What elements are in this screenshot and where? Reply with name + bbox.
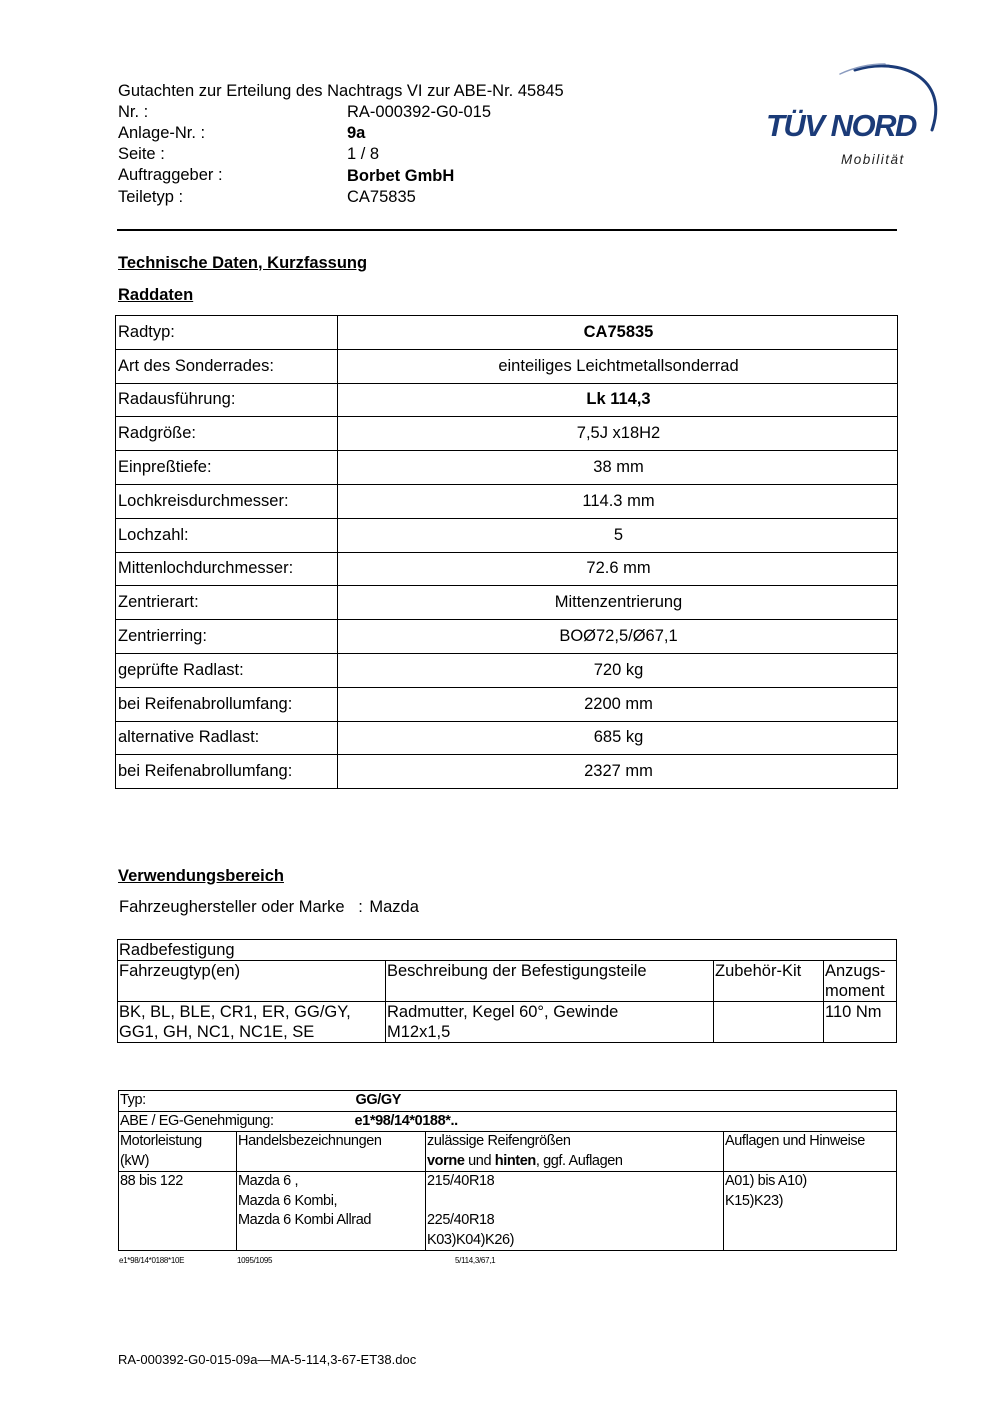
maker-separator: : — [358, 898, 363, 916]
row-value: 2200 mm — [338, 687, 898, 721]
table-row — [116, 687, 898, 721]
row-value: 2327 mm — [338, 755, 898, 789]
typ-label: Typ: — [120, 1092, 146, 1108]
row-label: Radausführung: — [116, 383, 338, 417]
row-value: 114.3 mm — [338, 484, 898, 518]
table-row — [118, 940, 897, 961]
abe-row — [119, 1111, 897, 1132]
abe-label: ABE / EG-Genehmigung: — [120, 1112, 274, 1129]
attachment-title: Radbefestigung — [118, 940, 897, 961]
header-label-auftraggeber: Auftraggeber : — [118, 166, 223, 184]
header-description: Beschreibung der Befestigungsteile — [386, 961, 714, 1002]
header-value-nr: RA-000392-G0-015 — [347, 103, 492, 121]
cell-accessory-kit — [714, 1002, 824, 1043]
table-row — [116, 451, 898, 485]
footer-filename: RA-000392-G0-015-09a—MA-5-114,3-67-ET38.doc — [118, 1352, 417, 1367]
table-row — [116, 349, 898, 383]
header-label-nr: Nr. : — [118, 103, 149, 121]
cell-tyre-sizes — [426, 1172, 724, 1251]
section-heading-usage: Verwendungsbereich — [118, 867, 284, 885]
table-row — [116, 484, 898, 518]
cell-notes — [724, 1172, 897, 1251]
table-row — [116, 552, 898, 586]
power-header-line: (kW) — [120, 1152, 149, 1169]
note: A01) bis A10) — [725, 1173, 807, 1189]
tyre-header-rear: hinten — [494, 1152, 536, 1169]
table-row — [119, 1172, 897, 1251]
row-label: Radtyp: — [116, 316, 338, 350]
vehicle-maker-line — [119, 898, 419, 917]
maker-value: Mazda — [369, 898, 419, 916]
cell-trade-names — [237, 1172, 426, 1251]
typ-row — [119, 1091, 897, 1112]
row-value: einteiliges Leichtmetallsonderrad — [338, 349, 898, 383]
table-row — [116, 383, 898, 417]
row-label: Radgröße: — [116, 417, 338, 451]
description-line: Radmutter, Kegel 60°, Gewinde — [387, 1003, 619, 1021]
header-label-seite: Seite : — [118, 145, 165, 163]
table-row — [116, 316, 898, 350]
section-heading-tech: Technische Daten, Kurzfassung — [118, 254, 368, 272]
tyre-header-rest: , ggf. Auflagen — [535, 1152, 623, 1169]
tyre-size: 215/40R18 — [427, 1173, 495, 1189]
wheel-data-table — [115, 315, 898, 789]
row-value: 720 kg — [338, 653, 898, 687]
logo-sub-text: Mobilität — [841, 152, 905, 167]
header-value-teiletyp: CA75835 — [347, 188, 416, 206]
table-row — [116, 755, 898, 789]
header-accessory-kit: Zubehör-Kit — [714, 961, 824, 1002]
table-row — [116, 721, 898, 755]
cell-power: 88 bis 122 — [119, 1172, 237, 1251]
header-torque-line2: moment — [825, 982, 885, 1000]
tyre-size: 225/40R18 — [427, 1212, 495, 1228]
header-label-teiletyp: Teiletyp : — [118, 188, 184, 206]
cell-vehicle-types — [118, 1002, 386, 1043]
header-label-anlage: Anlage-Nr. : — [118, 124, 206, 142]
power-header-line: Motorleistung — [120, 1133, 202, 1149]
row-label: Lochzahl: — [116, 518, 338, 552]
trade-name: Mazda 6 Kombi, — [238, 1192, 338, 1209]
header-power — [119, 1132, 237, 1172]
table-row — [118, 961, 897, 1002]
row-value: CA75835 — [338, 316, 898, 350]
types-line: GG1, GH, NC1, NC1E, SE — [119, 1023, 315, 1041]
tuv-nord-logo — [760, 58, 945, 173]
tyre-header-line: zulässige Reifengrößen — [427, 1133, 571, 1149]
row-value: 7,5J x18H2 — [338, 417, 898, 451]
header-value-seite: 1 / 8 — [347, 145, 380, 163]
tyre-size: K03)K04)K26) — [427, 1231, 515, 1248]
vehicle-type-table — [118, 1090, 897, 1251]
wheel-attachment-table — [117, 939, 897, 1043]
row-value: BOØ72,5/Ø67,1 — [338, 620, 898, 654]
tyre-header-line — [427, 1152, 723, 1172]
row-value: 38 mm — [338, 451, 898, 485]
abe-value: e1*98/14*0188*.. — [354, 1112, 458, 1129]
trade-name: Mazda 6 , — [238, 1173, 299, 1189]
tyre-size — [427, 1192, 723, 1212]
header-torque — [824, 961, 897, 1002]
row-value: 685 kg — [338, 721, 898, 755]
cell-torque: 110 Nm — [824, 1002, 897, 1043]
table-row — [119, 1132, 897, 1172]
row-value: 5 — [338, 518, 898, 552]
header-torque-line1: Anzugs- — [825, 962, 886, 980]
row-label: Art des Sonderrades: — [116, 349, 338, 383]
row-value: Lk 114,3 — [338, 383, 898, 417]
section-subheading-raddaten: Raddaten — [118, 286, 194, 304]
table-row — [118, 1002, 897, 1043]
footnote-load: 1095/1095 — [237, 1256, 273, 1265]
table-row — [119, 1111, 897, 1132]
document-title: Gutachten zur Erteilung des Nachtrags VI zur ABE-Nr. 45845 — [118, 82, 564, 100]
types-line: BK, BL, BLE, CR1, ER, GG/GY, — [119, 1003, 351, 1021]
footnote-boltpattern: 5/114,3/67,1 — [455, 1256, 496, 1265]
row-value: Mittenzentrierung — [338, 586, 898, 620]
row-label: Mittenlochdurchmesser: — [116, 552, 338, 586]
header-trade-names: Handelsbezeichnungen — [237, 1132, 426, 1172]
footnote-approval: e1*98/14*0188*10E — [119, 1256, 185, 1265]
row-label: Lochkreisdurchmesser: — [116, 484, 338, 518]
row-label: geprüfte Radlast: — [116, 653, 338, 687]
logo-brand-text: TÜV NORD — [766, 108, 916, 143]
table-row — [119, 1091, 897, 1112]
typ-value: GG/GY — [355, 1092, 402, 1108]
header-divider — [117, 229, 897, 231]
row-label: bei Reifenabrollumfang: — [116, 687, 338, 721]
table-row — [116, 653, 898, 687]
table-row — [116, 586, 898, 620]
row-label: Zentrierring: — [116, 620, 338, 654]
row-label: Einpreßtiefe: — [116, 451, 338, 485]
cell-description — [386, 1002, 714, 1043]
maker-label: Fahrzeughersteller oder Marke — [119, 898, 345, 916]
tyre-header-front: vorne — [427, 1152, 465, 1169]
note: K15)K23) — [725, 1192, 784, 1209]
tyre-header-and: und — [464, 1152, 495, 1169]
row-label: bei Reifenabrollumfang: — [116, 755, 338, 789]
header-notes: Auflagen und Hinweise — [724, 1132, 897, 1172]
table-row — [116, 620, 898, 654]
table-row — [116, 518, 898, 552]
row-label: Zentrierart: — [116, 586, 338, 620]
header-vehicle-types: Fahrzeugtyp(en) — [118, 961, 386, 1002]
header-value-anlage: 9a — [347, 124, 366, 142]
row-label: alternative Radlast: — [116, 721, 338, 755]
row-value: 72.6 mm — [338, 552, 898, 586]
description-line: M12x1,5 — [387, 1023, 451, 1041]
header-value-auftraggeber: Borbet GmbH — [347, 167, 455, 185]
header-tyre-sizes — [426, 1132, 724, 1172]
table-row — [116, 417, 898, 451]
trade-name: Mazda 6 Kombi Allrad — [238, 1212, 372, 1228]
